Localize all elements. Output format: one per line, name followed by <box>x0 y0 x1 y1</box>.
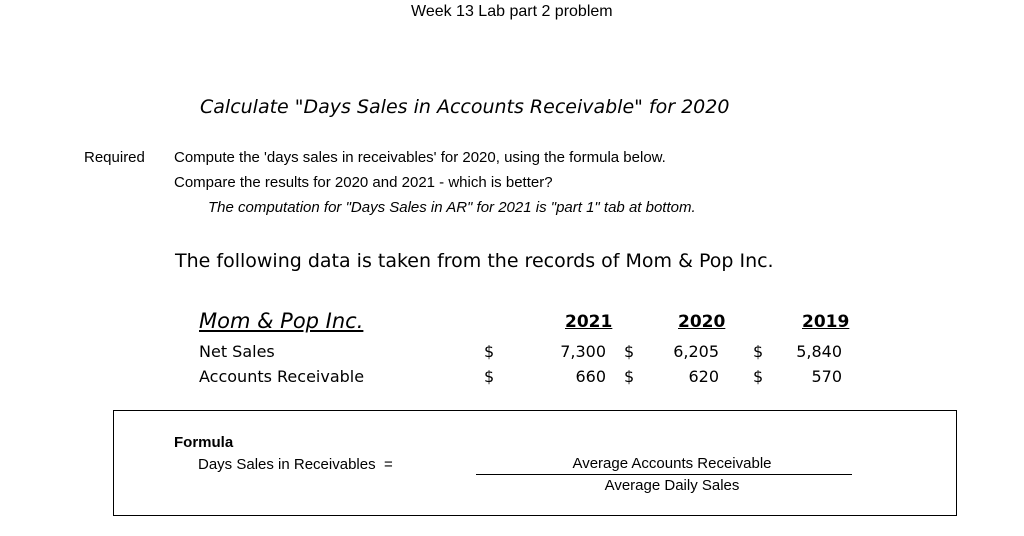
sheet-title: Week 13 Lab part 2 problem <box>411 3 613 20</box>
currency-sign: $ <box>484 342 495 361</box>
currency-sign: $ <box>624 367 635 386</box>
required-note: The computation for "Days Sales in AR" for 2021 is "part 1" tab at bottom. <box>208 199 696 216</box>
row-label-accounts-receivable: Accounts Receivable <box>199 367 365 386</box>
currency-sign: $ <box>753 367 764 386</box>
formula-label: Formula <box>174 434 234 451</box>
net-sales-2021: 7,300 <box>560 342 606 361</box>
required-label: Required <box>84 149 145 166</box>
formula-name-text: Days Sales in Receivables <box>198 456 376 473</box>
formula-name <box>198 456 393 473</box>
year-header-2019: 2019 <box>802 312 850 332</box>
fraction-bar <box>476 474 852 475</box>
intro-text: The following data is taken from the records of Mom & Pop Inc. <box>175 250 774 272</box>
required-line-1: Compute the 'days sales in receivables' for 2020, using the formula below. <box>174 149 666 166</box>
currency-sign: $ <box>484 367 495 386</box>
required-line-2: Compare the results for 2020 and 2021 - which is better? <box>174 174 553 191</box>
formula-denominator: Average Daily Sales <box>604 477 740 494</box>
year-header-2020: 2020 <box>678 312 726 332</box>
row-label-net-sales: Net Sales <box>199 342 275 361</box>
formula-equals-sign: = <box>383 456 393 473</box>
year-header-2021: 2021 <box>565 312 613 332</box>
accounts-receivable-2020: 620 <box>688 367 719 386</box>
accounts-receivable-2019: 570 <box>811 367 842 386</box>
net-sales-2019: 5,840 <box>796 342 842 361</box>
currency-sign: $ <box>624 342 635 361</box>
company-name: Mom & Pop Inc. <box>199 309 364 333</box>
accounts-receivable-2021: 660 <box>575 367 606 386</box>
problem-heading: Calculate "Days Sales in Accounts Receivable" for 2020 <box>200 96 730 118</box>
currency-sign: $ <box>753 342 764 361</box>
net-sales-2020: 6,205 <box>673 342 719 361</box>
formula-numerator: Average Accounts Receivable <box>572 455 772 472</box>
